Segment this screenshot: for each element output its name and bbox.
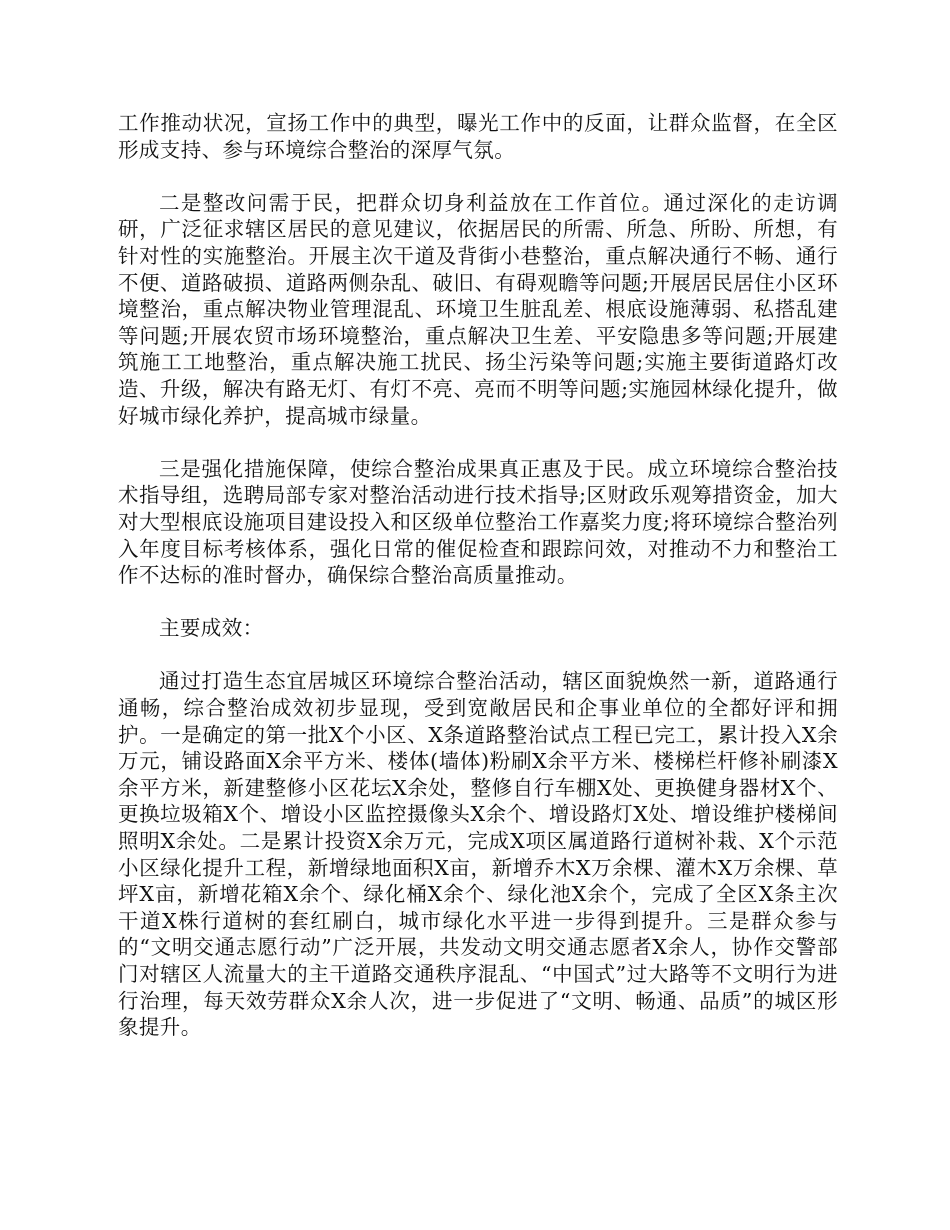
paragraph-publicity-continuation: 工作推动状况，宣扬工作中的典型，曝光工作中的反面，让群众监督，在全区形成支持、参与环境综合整治的深厚气氛。	[118, 111, 838, 162]
paragraph-main-results-detail: 通过打造生态宜居城区环境综合整治活动，辖区面貌焕然一新，道路通行通畅，综合整治成效初步显现，受到宽敞居民和企事业单位的全都好评和拥护。一是确定的第一批X个小区、X条道路整治试点工程已完工，累计投入X余万元，铺设路面X余平方米、楼体(墙体)粉刷X余平方米、楼梯栏杆修补刷漆X余平方米，新建整修小区花坛X余处，整修自行车棚X处、更换健身器材X个、更换垃圾箱X个、增设小区监控摄像头X余个、增设路灯X处、增设维护楼梯间照明X余处。二是累计投资X余万元，完成X项区属道路行道树补栽、X个示范小区绿化提升工程，新增绿地面积X亩，新增乔木X万余棵、灌木X万余棵、草坪X亩，新增花箱X余个、绿化桶X余个、绿化池X余个，完成了全区X条主次干道X株行道树的套红刷白，城市绿化水平进一步得到提升。三是群众参与的“文明交通志愿行动”广泛开展，共发动文明交通志愿者X余人，协作交警部门对辖区人流量大的主干道路交通秩序混乱、“中国式”过大路等不文明行为进行治理，每天效劳群众X余人次，进一步促进了“文明、畅通、品质”的城区形象提升。	[118, 669, 838, 1040]
section-heading-main-results: 主要成效：	[159, 616, 264, 641]
paragraph-point-three-safeguards: 三是强化措施保障，使综合整治成果真正惠及于民。成立环境综合整治技术指导组，选聘局部专家对整治活动进行技术指导;区财政乐观筹措资金，加大对大型根底设施项目建设投入和区级单位整治工作嘉奖力度;将环境综合整治列入年度目标考核体系，强化日常的催促检查和跟踪问效，对推动不力和整治工作不达标的准时督办，确保综合整治高质量推动。	[118, 456, 838, 588]
paragraph-point-two-rectification: 二是整改问需于民，把群众切身利益放在工作首位。通过深化的走访调研，广泛征求辖区居民的意见建议，依据居民的所需、所急、所盼、所想，有针对性的实施整治。开展主次干道及背街小巷整治，重点解决通行不畅、通行不便、道路破损、道路两侧杂乱、破旧、有碍观瞻等问题;开展居民居住小区环境整治，重点解决物业管理混乱、环境卫生脏乱差、根底设施薄弱、私搭乱建等问题;开展农贸市场环境整治，重点解决卫生差、平安隐患多等问题;开展建筑施工工地整治，重点解决施工扰民、扬尘污染等问题;实施主要街道路灯改造、升级，解决有路无灯、有灯不亮、亮而不明等问题;实施园林绿化提升，做好城市绿化养护，提高城市绿量。	[118, 190, 838, 428]
document-page	[118, 110, 838, 1067]
